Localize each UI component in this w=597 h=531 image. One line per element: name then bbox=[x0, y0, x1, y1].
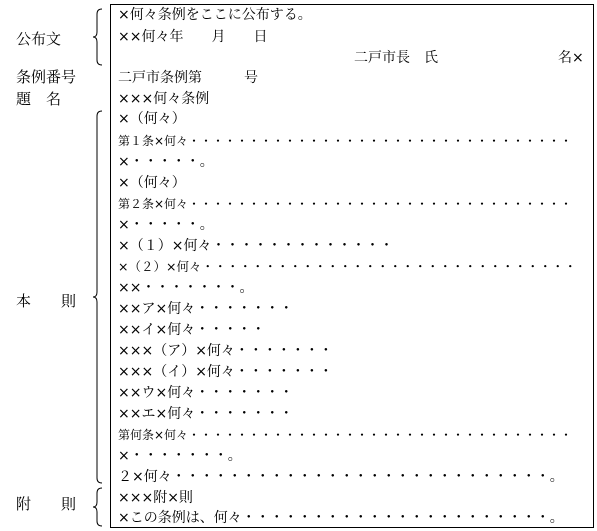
label-jorei-bango: 条例番号 bbox=[16, 68, 77, 86]
label-fusoku: 附 則 bbox=[16, 495, 77, 513]
body-line: ×・・・・・。 bbox=[118, 217, 214, 233]
promulgation-line: ×何々条例をここに公布する。 bbox=[118, 7, 312, 23]
ordinance-number: 二戸市条例第 号 bbox=[118, 70, 258, 86]
body-line: ×・・・・・。 bbox=[118, 154, 214, 170]
supplementary-heading: ×××附×則 bbox=[118, 490, 193, 506]
body-line: ×××（ア）×何々・・・・・・・ bbox=[118, 343, 333, 359]
label-honsoku: 本 則 bbox=[16, 292, 77, 310]
body-line: ×・・・・・・・。 bbox=[118, 448, 242, 464]
body-line: ×（１）×何々・・・・・・・・・・・・・ bbox=[118, 238, 394, 254]
body-line: ××ウ×何々・・・・・・・ bbox=[118, 385, 294, 401]
mayor-name: 名× bbox=[558, 50, 584, 66]
body-line: 第何条×何々・・・・・・・・・・・・・・・・・・・・・・・・・・・・・・・・ bbox=[118, 428, 573, 442]
brace-honsoku bbox=[92, 110, 104, 484]
body-line: ２×何々・・・・・・・・・・・・・・・・・・・・・・・・・・・。 bbox=[118, 469, 564, 485]
date-line: ××何々年 月 日 bbox=[118, 29, 268, 45]
body-line: 第１条×何々・・・・・・・・・・・・・・・・・・・・・・・・・・・・・・・・ bbox=[118, 134, 573, 148]
body-line: ××・・・・・・・。 bbox=[118, 280, 254, 296]
body-line: ×××（イ）×何々・・・・・・・ bbox=[118, 364, 333, 380]
brace-fusoku bbox=[92, 487, 104, 527]
body-line: ×（何々） bbox=[118, 175, 186, 191]
label-daimei: 題 名 bbox=[16, 90, 62, 108]
ordinance-title: ×××何々条例 bbox=[118, 91, 210, 107]
body-line: ××エ×何々・・・・・・・ bbox=[118, 406, 294, 422]
body-line: 第２条×何々・・・・・・・・・・・・・・・・・・・・・・・・・・・・・・・・ bbox=[118, 197, 573, 211]
mayor-title: 二戸市長 氏 bbox=[354, 50, 438, 66]
body-line: ×（２）×何々・・・・・・・・・・・・・・・・・・・・・・・・・・・・・・ bbox=[118, 259, 577, 274]
supplementary-line: ×この条例は、何々・・・・・・・・・・・・・・・・・・・・・・。 bbox=[118, 510, 564, 526]
brace-kofubun bbox=[92, 8, 104, 66]
label-kofubun: 公布文 bbox=[16, 30, 62, 48]
body-line: ××ア×何々・・・・・・・ bbox=[118, 301, 294, 317]
body-line: ×（何々） bbox=[118, 111, 186, 127]
body-line: ××イ×何々・・・・・ bbox=[118, 322, 266, 338]
